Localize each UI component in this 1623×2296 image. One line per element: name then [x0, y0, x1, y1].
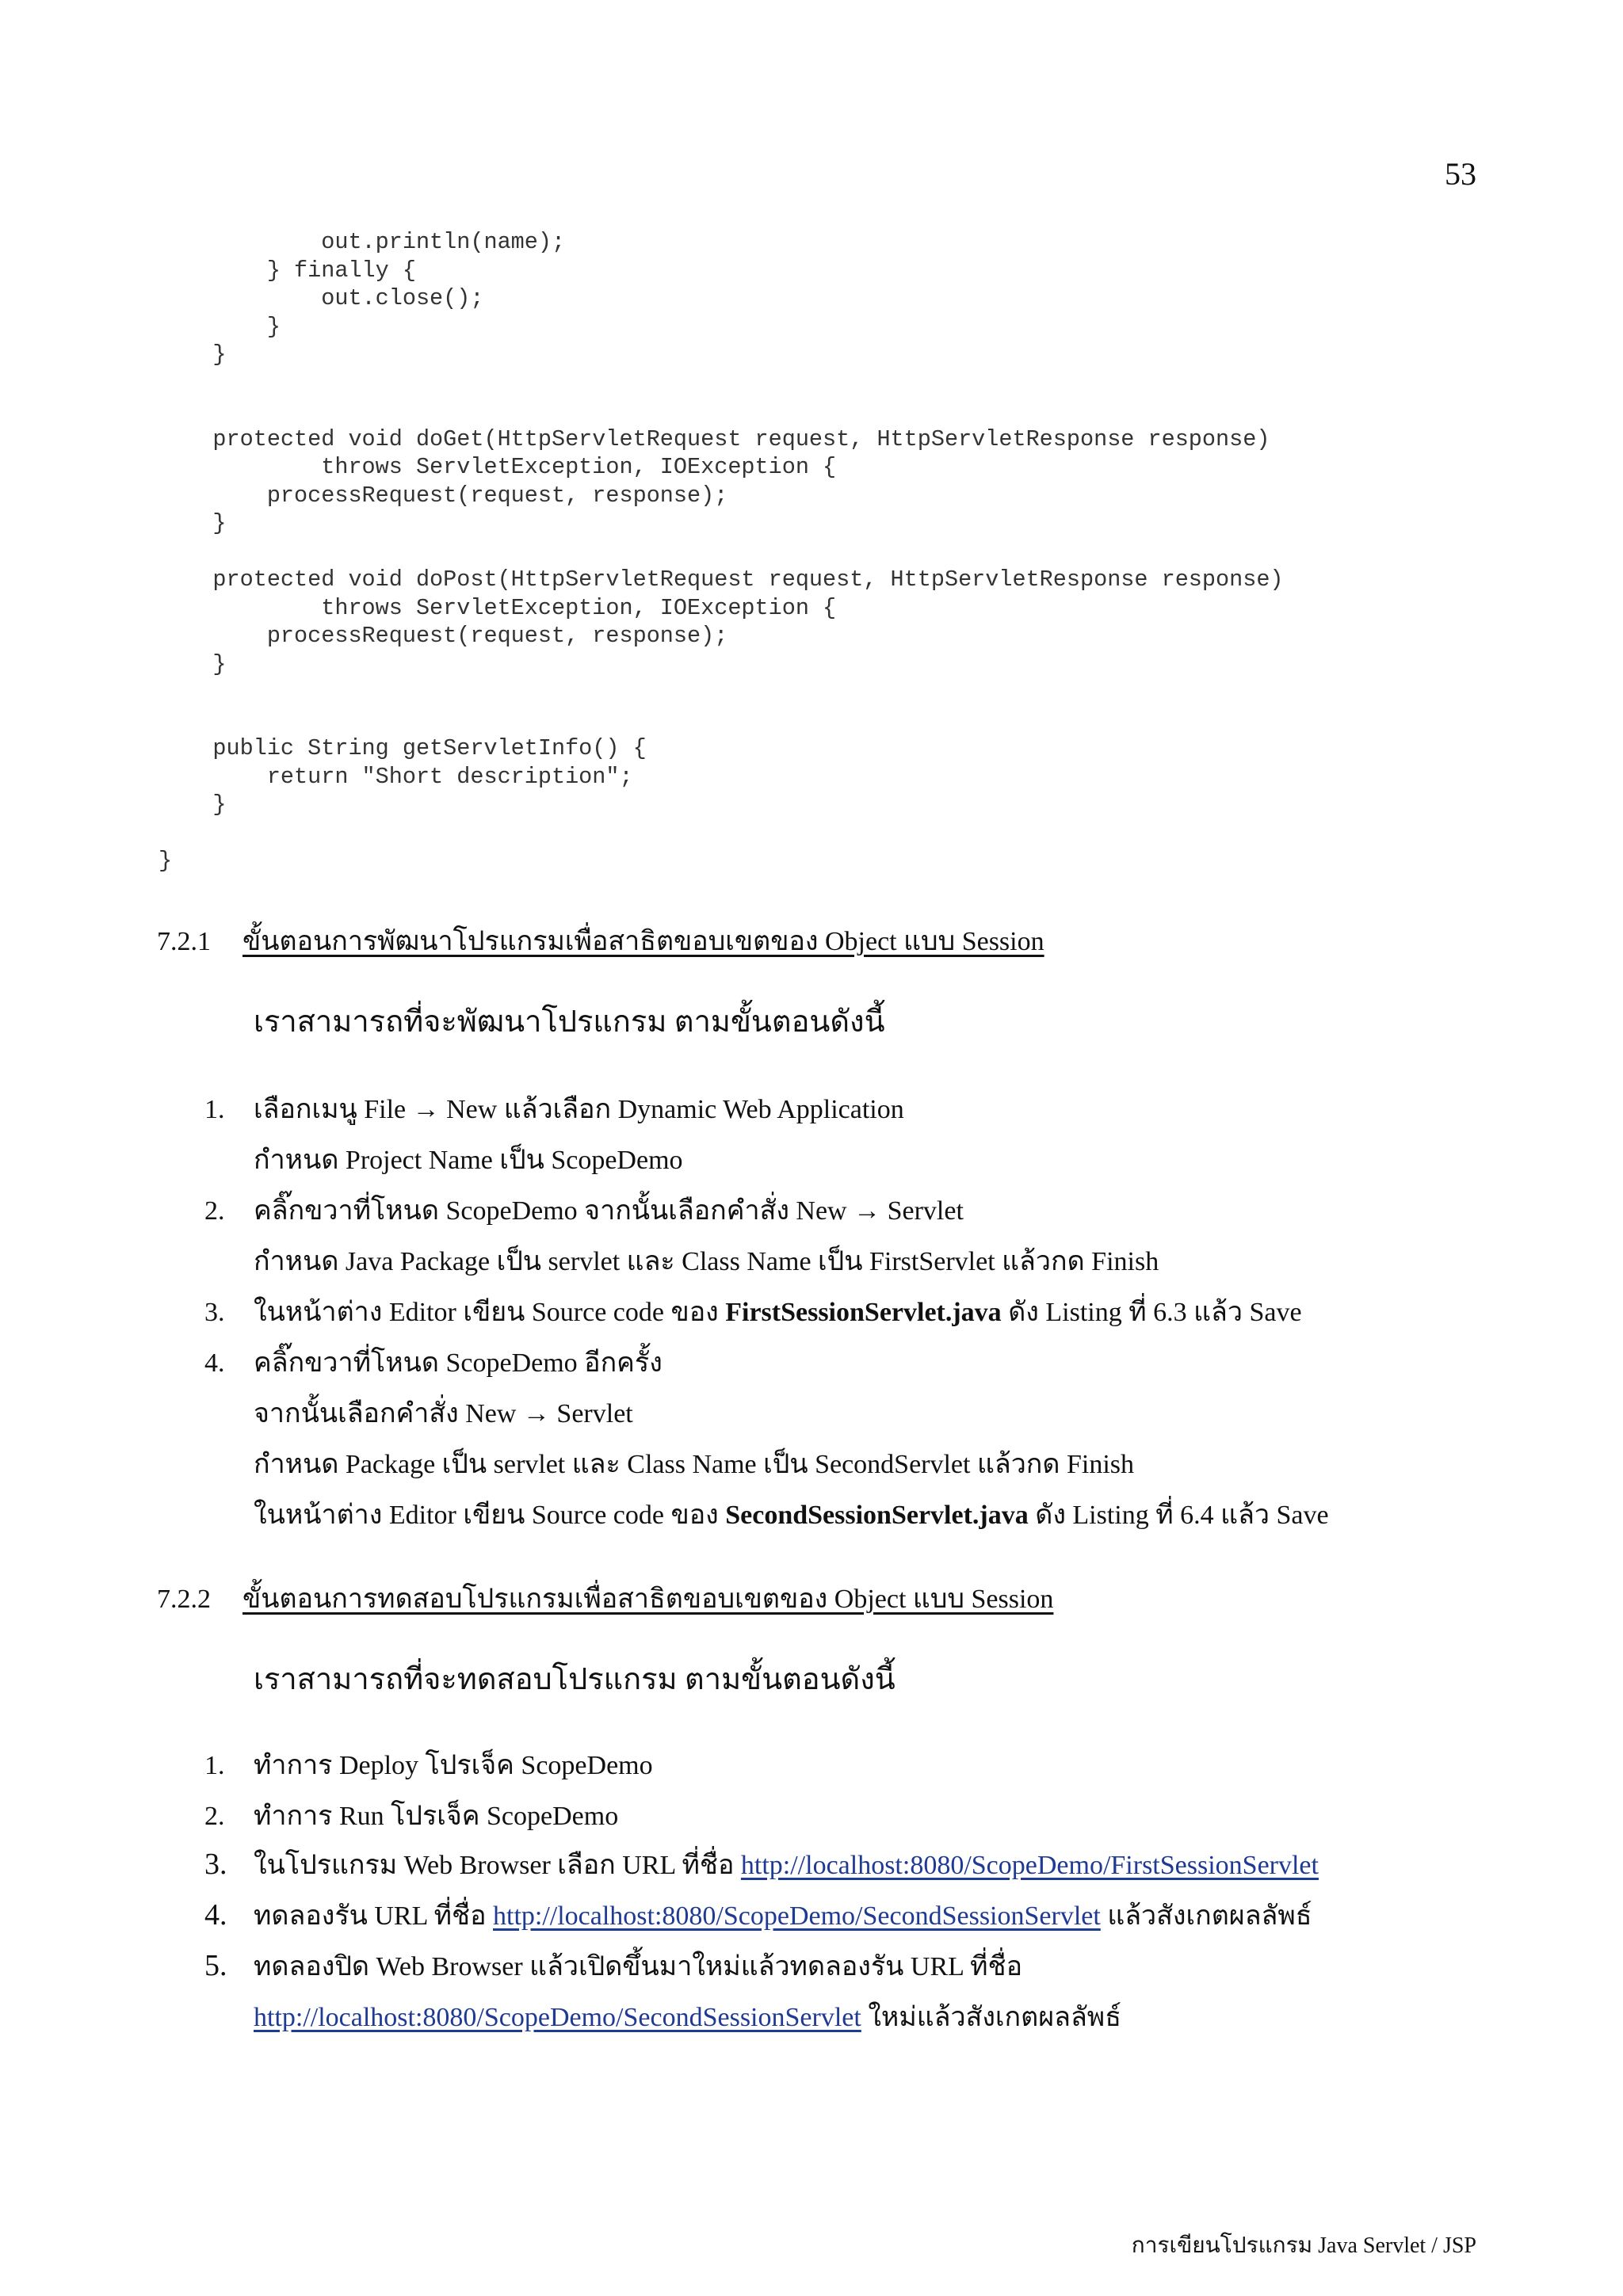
list-number: 1. [204, 1751, 225, 1780]
step-continuation: จากนั้นเลือกคำสั่ง New → Servlet [254, 1399, 633, 1428]
list-item [204, 1188, 964, 1231]
step-text: คลิ๊กขวาที่โหนด ScopeDemo จากนั้นเลือกคำสั่ง New → Servlet [254, 1196, 964, 1226]
step-text: ทำการ Run โปรเจ็ค ScopeDemo [254, 1802, 619, 1831]
list-item [204, 1894, 1312, 1936]
list-number: 1. [204, 1095, 225, 1124]
step-text: ในหน้าต่าง Editor เขียน Source code ของ [254, 1501, 726, 1530]
page-footer: การเขียนโปรแกรม Java Servlet / JSP [1131, 2233, 1476, 2258]
url-link[interactable]: http://localhost:8080/ScopeDemo/SecondSessionServlet [254, 2003, 861, 2032]
step-continuation [254, 1995, 1121, 2038]
code-listing: out.println(name); } finally { out.close(); } } protected void doGet(HttpServletRequest request, HttpServletResponse response) throws ServletException, IOException { processRequest(request, response); } protected void doPost(HttpServletRequest request, HttpServletResponse response) throws ServletException, IOException { processRequest(request, response); } public String getServletInfo() { return "Short description"; } } [158, 229, 1284, 874]
file-name: FirstSessionServlet.java [725, 1298, 1002, 1327]
list-number: 5. [204, 1949, 227, 1982]
section-title: ขั้นตอนการทดสอบโปรแกรมเพื่อสาธิตขอบเขตของ Object แบบ Session [242, 1585, 1054, 1614]
section-heading-7-2-2 [157, 1577, 1053, 1619]
list-item [204, 1843, 1319, 1886]
step-continuation: กำหนด Package เป็น servlet และ Class Name เป็น SecondServlet แล้วกด Finish [254, 1450, 1135, 1479]
section-number: 7.2.2 [157, 1585, 211, 1614]
list-number: 4. [204, 1348, 225, 1378]
step-continuation: กำหนด Project Name เป็น ScopeDemo [254, 1146, 683, 1175]
list-number: 2. [204, 1196, 225, 1226]
file-name: SecondSessionServlet.java [725, 1501, 1029, 1530]
list-item [204, 1087, 904, 1130]
url-link[interactable]: http://localhost:8080/ScopeDemo/SecondSessionServlet [493, 1901, 1101, 1931]
list-item [204, 1290, 1302, 1333]
list-number: 2. [204, 1802, 225, 1831]
list-item [204, 1794, 618, 1836]
step-text: ทำการ Deploy โปรเจ็ค ScopeDemo [254, 1751, 653, 1780]
step-text: ทดลองปิด Web Browser แล้วเปิดขึ้นมาใหม่แล้วทดลองรัน URL ที่ชื่อ [254, 1952, 1023, 1981]
step-continuation [254, 1493, 1329, 1535]
section-intro: เราสามารถที่จะพัฒนาโปรแกรม ตามขั้นตอนดังนี้ [254, 1005, 885, 1039]
step-text: ทดลองรัน URL ที่ชื่อ [254, 1901, 493, 1931]
section-title: ขั้นตอนการพัฒนาโปรแกรมเพื่อสาธิตขอบเขตของ Object แบบ Session [242, 927, 1044, 956]
step-text: ในโปรแกรม Web Browser เลือก URL ที่ชื่อ [254, 1851, 741, 1880]
list-number: 3. [204, 1298, 225, 1327]
step-text: ในหน้าต่าง Editor เขียน Source code ของ [254, 1298, 726, 1327]
step-continuation: กำหนด Java Package เป็น servlet และ Class Name เป็น FirstServlet แล้วกด Finish [254, 1247, 1159, 1276]
step-text: ดัง Listing ที่ 6.4 แล้ว Save [1028, 1501, 1329, 1530]
step-text: คลิ๊กขวาที่โหนด ScopeDemo อีกครั้ง [254, 1348, 663, 1378]
page-number: 53 [1445, 156, 1476, 192]
list-number: 4. [204, 1898, 227, 1932]
section-intro: เราสามารถที่จะทดสอบโปรแกรม ตามขั้นตอนดังนี้ [254, 1663, 896, 1696]
url-link[interactable]: http://localhost:8080/ScopeDemo/FirstSessionServlet [740, 1851, 1319, 1880]
section-heading-7-2-1 [157, 919, 1044, 962]
list-number: 3. [204, 1848, 227, 1881]
section-number: 7.2.1 [157, 927, 211, 956]
list-item [204, 1944, 1022, 1987]
list-item [204, 1743, 653, 1786]
step-text: แล้วสังเกตผลลัพธ์ [1100, 1901, 1312, 1931]
step-text: เลือกเมนู File → New แล้วเลือก Dynamic Web Application [254, 1095, 904, 1124]
step-text: ใหม่แล้วสังเกตผลลัพธ์ [861, 2003, 1121, 2032]
list-item [204, 1341, 663, 1383]
step-text: ดัง Listing ที่ 6.3 แล้ว Save [1001, 1298, 1302, 1327]
